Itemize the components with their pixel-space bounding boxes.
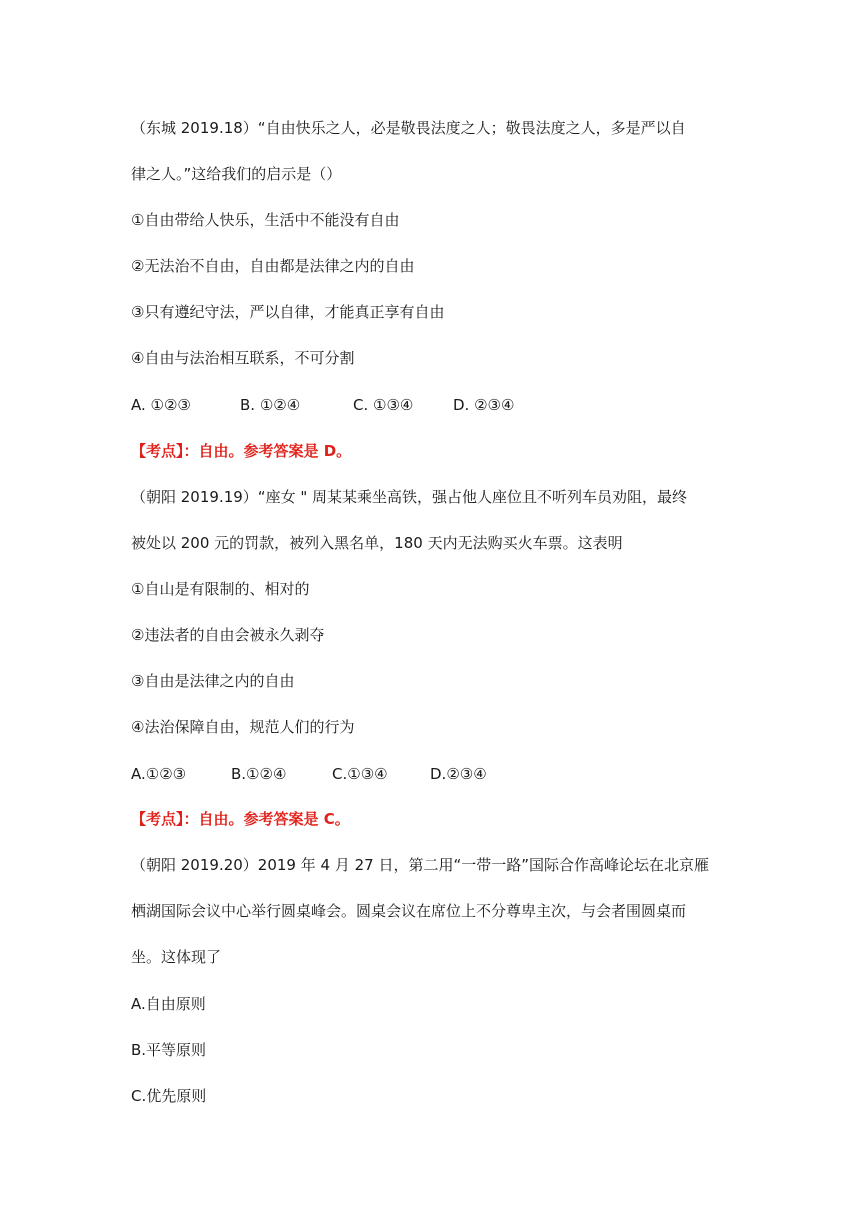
question-1-option-4: ④自由与法治相互联系，不可分割 — [131, 349, 355, 367]
question-2-option-4: ④法治保障自由，规范人们的行为 — [131, 718, 355, 736]
question-1-stem-line-2: 律之人。”这给我们的启示是（） — [131, 165, 342, 183]
question-1-answer: 【考点】：自由。参考答案是 D。 — [131, 442, 352, 460]
question-2-option-2: ②违法者的自由会被永久剥夺 — [131, 626, 325, 644]
question-2-choice-b: B.①②④ — [231, 765, 287, 783]
question-3-option-b: B.平等原则 — [131, 1041, 207, 1059]
question-2-option-1: ①自山是有限制的、相对的 — [131, 580, 310, 598]
question-1-choice-b: B. ①②④ — [240, 396, 301, 414]
question-1-option-3: ③只有遵纪守法，严以自律，才能真正享有自由 — [131, 303, 445, 321]
question-1-choice-d: D. ②③④ — [453, 396, 515, 414]
question-1-choice-c: C. ①③④ — [353, 396, 414, 414]
question-1-option-2: ②无法治不自由，自由都是法律之内的自由 — [131, 257, 415, 275]
question-2-stem-line-1: （朝阳 2019.19）“座女 " 周某某乘坐高铁，强占他人座位且不听列车员劝阻，最终 — [131, 488, 688, 506]
question-3-stem-line-1: （朝阳 2019.20）2019 年 4 月 27 日，第二用“一带一路”国际合作高峰论坛在北京雁 — [131, 856, 709, 874]
question-1-choices — [131, 395, 741, 415]
question-3-stem-line-3: 坐。这体现了 — [131, 948, 222, 966]
question-2-choice-d: D.②③④ — [430, 765, 487, 783]
question-1-stem-line-1: （东城 2019.18）“自由快乐之人，必是敬畏法度之人；敬畏法度之人，多是严以自 — [131, 119, 686, 137]
question-3-option-c: C.优先原则 — [131, 1087, 207, 1105]
question-3-option-a: A.自由原则 — [131, 995, 206, 1013]
question-1-choice-a: A. ①②③ — [131, 396, 191, 414]
question-2-choice-a: A.①②③ — [131, 765, 187, 783]
question-2-option-3: ③自由是法律之内的自由 — [131, 672, 295, 690]
question-2-stem-line-2: 被处以 200 元的罚款，被列入黑名单，180 天内无法购买火车票。这表明 — [131, 534, 623, 552]
question-3-stem-line-2: 栖湖国际会议中心举行圆桌峰会。圆桌会议在席位上不分尊卑主次，与会者围圆桌而 — [131, 902, 687, 920]
question-2-choices — [131, 764, 741, 784]
question-1-option-1: ①自由带给人快乐，生活中不能没有自由 — [131, 211, 400, 229]
question-2-choice-c: C.①③④ — [332, 765, 388, 783]
question-2-answer: 【考点】：自由。参考答案是 C。 — [131, 810, 350, 828]
